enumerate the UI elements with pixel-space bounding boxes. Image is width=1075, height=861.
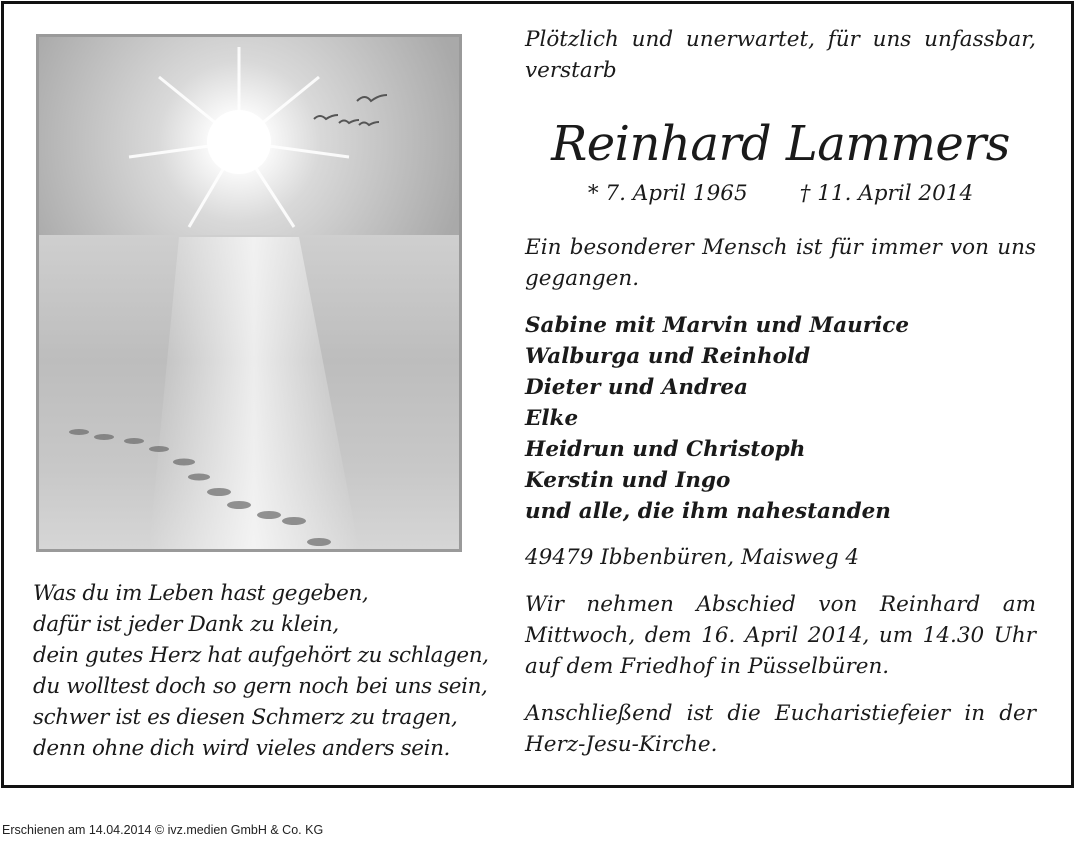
farewell-text: Wir nehmen Abschied von Reinhard am Mittwoch, dem 16. April 2014, um 14.30 Uhr auf dem Friedhof in Püsselbüren.	[525, 592, 1036, 679]
sunset-sea-image	[39, 37, 459, 549]
statement-text: Ein besonderer Mensch ist für immer von uns gegangen.	[525, 235, 1036, 291]
life-dates	[525, 178, 1036, 209]
mass-text: Anschließend ist die Eucharistiefeier in der Herz-Jesu-Kirche.	[525, 701, 1036, 757]
sea-sun-photo	[36, 34, 462, 552]
poem-line: du wolltest doch so gern noch bei uns sein,	[33, 674, 488, 699]
poem	[33, 578, 513, 764]
mourner: Dieter und Andrea	[525, 375, 748, 400]
birth-date: * 7. April 1965	[587, 181, 748, 206]
mourner: Heidrun und Christoph	[525, 437, 806, 462]
poem-line: denn ohne dich wird vieles anders sein.	[33, 736, 450, 761]
mourner: Kerstin und Ingo	[525, 468, 731, 493]
publication-footer: Erschienen am 14.04.2014 © ivz.medien GmbH & Co. KG	[2, 823, 324, 837]
death-date: † 11. April 2014	[799, 181, 974, 206]
poem-line: dein gutes Herz hat aufgehört zu schlagen,	[33, 643, 489, 668]
sun	[207, 110, 271, 174]
mourner: Walburga und Reinhold	[525, 344, 811, 369]
poem-line: schwer ist es diesen Schmerz zu tragen,	[33, 705, 458, 730]
mourner: und alle, die ihm nahestanden	[525, 499, 891, 524]
mourners-list	[525, 310, 1036, 527]
mourner: Elke	[525, 406, 579, 431]
deceased-name: Reinhard Lammers	[551, 116, 1010, 172]
poem-line: Was du im Leben hast gegeben,	[33, 581, 369, 606]
mourner: Sabine mit Marvin und Maurice	[525, 313, 910, 338]
address: 49479 Ibbenbüren, Maisweg 4	[525, 545, 860, 570]
intro-text: Plötzlich und unerwartet, für uns unfassbar, verstarb	[525, 27, 1036, 83]
poem-line: dafür ist jeder Dank zu klein,	[33, 612, 339, 637]
